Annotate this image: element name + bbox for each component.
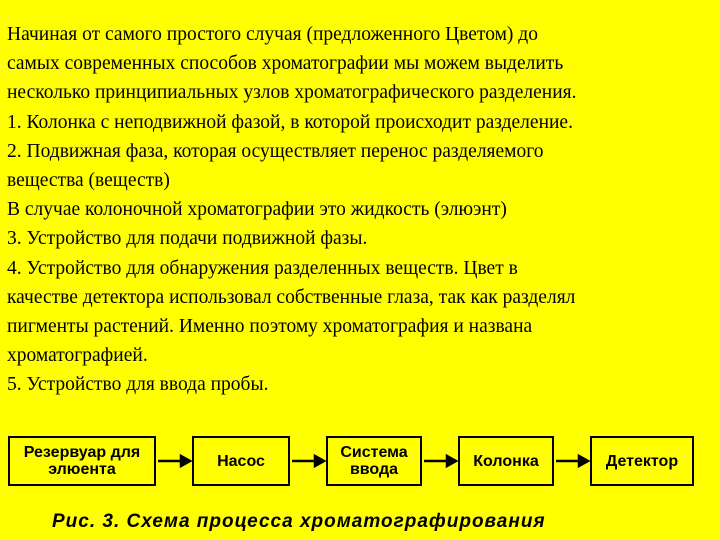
box-label: Система (340, 444, 408, 461)
arrow-3-head (447, 456, 456, 466)
text-line: 5. Устройство для ввода пробы. (7, 374, 269, 396)
box-label: Резервуар для (23, 444, 141, 461)
text-line: качестве детектора использовал собственные глаза, так как разделял (7, 286, 576, 308)
box-label: Насос (217, 452, 265, 470)
arrow-4-head (579, 456, 588, 466)
text-line: 1. Колонка с неподвижной фазой, в которой происходит разделение. (7, 111, 573, 133)
box-reservoir (8, 436, 156, 486)
box-label: ввода (349, 461, 399, 478)
box-label: Колонка (473, 452, 539, 470)
text-line: 4. Устройство для обнаружения разделенных веществ. Цвет в (7, 257, 518, 279)
box-injection-system (326, 436, 422, 486)
text-line: В случае колоночной хроматографии это жидкость (элюэнт) (7, 199, 507, 221)
text-line: 3. Устройство для подачи подвижной фазы. (7, 228, 368, 250)
text-line: 2. Подвижная фаза, которая осуществляет перенос разделяемого (7, 140, 544, 162)
arrow-1-head (181, 456, 190, 466)
text-line: несколько принципиальных узлов хроматографического разделения. (7, 82, 577, 104)
text-line: хроматографией. (7, 345, 148, 367)
text-line: Начиная от самого простого случая (предложенного Цветом) до (7, 24, 538, 45)
box-label: элюента (48, 461, 116, 478)
arrow-2-head (315, 456, 324, 466)
box-label: Детектор (605, 452, 679, 470)
box-detector (590, 436, 694, 486)
text-line: вещества (веществ) (7, 170, 170, 192)
figure-caption: Рис. 3. Схема процесса хроматографирования (52, 511, 546, 532)
text-line: пигменты растений. Именно поэтому хроматография и названа (7, 316, 533, 338)
box-column (458, 436, 554, 486)
text-line: самых современных способов хроматографии мы можем выделить (7, 53, 564, 75)
box-pump (192, 436, 290, 486)
